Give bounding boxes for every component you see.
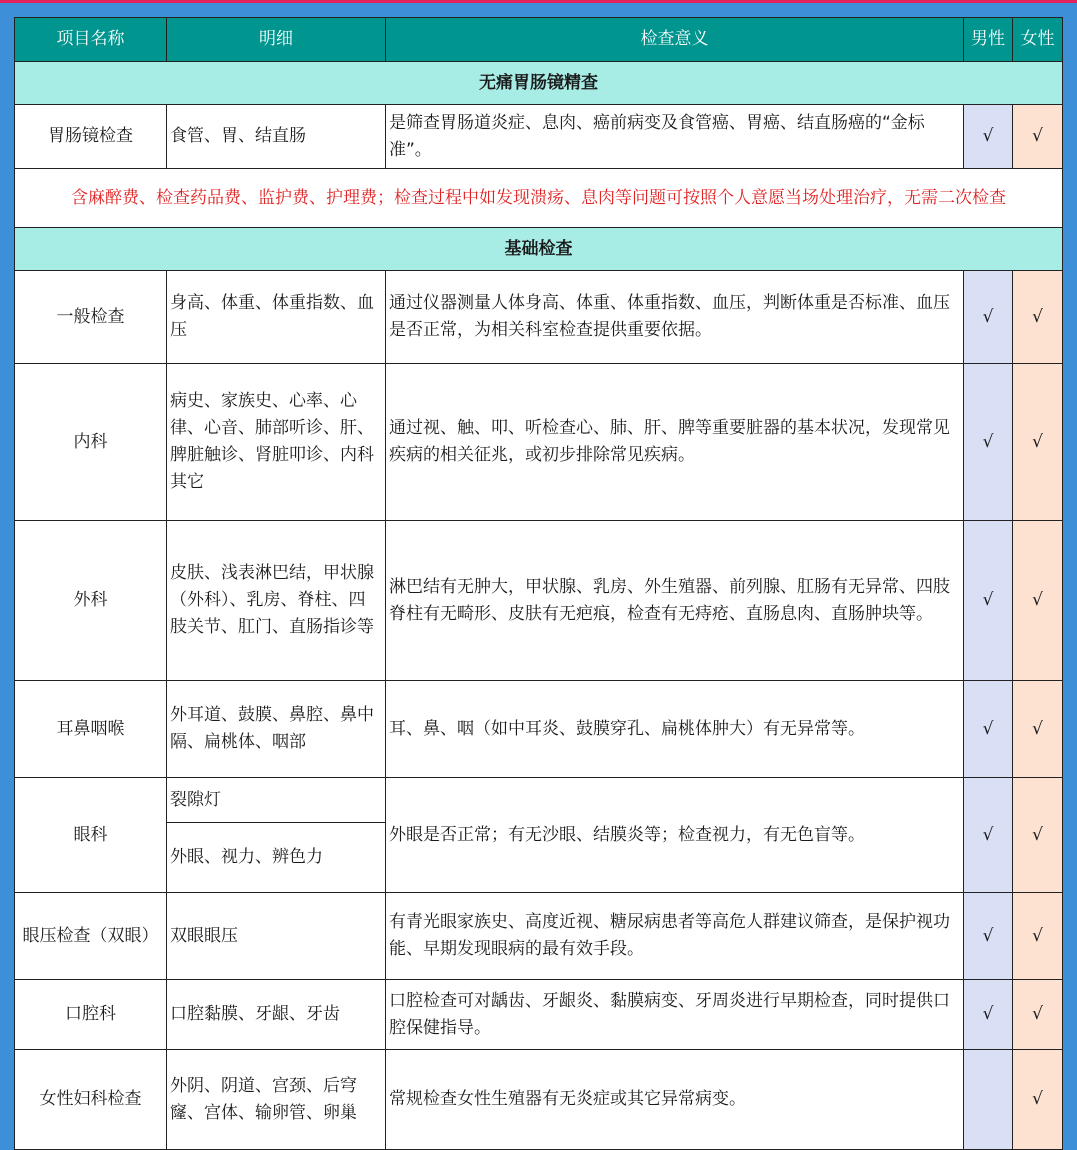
table-row xyxy=(15,893,1063,980)
section-title-basic: 基础检查 xyxy=(15,228,1063,271)
header-female: 女性 xyxy=(1013,18,1063,62)
item-detail: 皮肤、浅表淋巴结，甲状腺（外科）、乳房、脊柱、四肢关节、肛门、直肠指诊等 xyxy=(167,521,386,681)
item-name: 内科 xyxy=(15,364,167,521)
male-check: √ xyxy=(964,778,1013,893)
item-detail: 身高、体重、体重指数、血压 xyxy=(167,271,386,364)
item-meaning: 是筛查胃肠道炎症、息肉、癌前病变及食管癌、胃癌、结直肠癌的“金标准”。 xyxy=(386,105,964,169)
table-row xyxy=(15,271,1063,364)
item-name: 眼科 xyxy=(15,778,167,893)
table-header-row xyxy=(15,18,1063,62)
item-detail: 食管、胃、结直肠 xyxy=(167,105,386,169)
female-check: √ xyxy=(1013,364,1063,521)
item-name: 胃肠镜检查 xyxy=(15,105,167,169)
table-row xyxy=(15,778,1063,823)
section-row-gastro xyxy=(15,62,1063,105)
item-detail: 外眼、视力、辨色力 xyxy=(167,823,386,893)
header-name: 项目名称 xyxy=(15,18,167,62)
male-check: √ xyxy=(964,364,1013,521)
item-detail: 外阴、阴道、宫颈、后穹窿、宫体、输卵管、卵巢 xyxy=(167,1050,386,1150)
table-row xyxy=(15,980,1063,1050)
table-row xyxy=(15,521,1063,681)
female-check: √ xyxy=(1013,105,1063,169)
table-row xyxy=(15,1050,1063,1150)
male-check-empty xyxy=(964,1050,1013,1150)
note-row xyxy=(15,169,1063,228)
item-detail: 裂隙灯 xyxy=(167,778,386,823)
item-name: 口腔科 xyxy=(15,980,167,1050)
female-check: √ xyxy=(1013,681,1063,778)
item-name: 女性妇科检查 xyxy=(15,1050,167,1150)
item-name: 眼压检查（双眼） xyxy=(15,893,167,980)
item-meaning: 外眼是否正常；有无沙眼、结膜炎等；检查视力，有无色盲等。 xyxy=(386,778,964,893)
item-meaning: 淋巴结有无肿大，甲状腺、乳房、外生殖器、前列腺、肛肠有无异常、四肢脊柱有无畸形、皮肤有无疤痕，检查有无痔疮、直肠息肉、直肠肿块等。 xyxy=(386,521,964,681)
header-meaning: 检查意义 xyxy=(386,18,964,62)
item-detail: 口腔黏膜、牙龈、牙齿 xyxy=(167,980,386,1050)
table-row xyxy=(15,105,1063,169)
section-title-gastro: 无痛胃肠镜精查 xyxy=(15,62,1063,105)
female-check: √ xyxy=(1013,778,1063,893)
fee-note: 含麻醉费、检查药品费、监护费、护理费；检查过程中如发现溃疡、息肉等问题可按照个人意愿当场处理治疗，无需二次检查 xyxy=(15,169,1063,228)
header-detail: 明细 xyxy=(167,18,386,62)
item-meaning: 耳、鼻、咽（如中耳炎、鼓膜穿孔、扁桃体肿大）有无异常等。 xyxy=(386,681,964,778)
item-name: 一般检查 xyxy=(15,271,167,364)
female-check: √ xyxy=(1013,1050,1063,1150)
item-meaning: 口腔检查可对龋齿、牙龈炎、黏膜病变、牙周炎进行早期检查，同时提供口腔保健指导。 xyxy=(386,980,964,1050)
female-check: √ xyxy=(1013,893,1063,980)
item-meaning: 常规检查女性生殖器有无炎症或其它异常病变。 xyxy=(386,1050,964,1150)
item-detail: 病史、家族史、心率、心律、心音、肺部听诊、肝、脾脏触诊、肾脏叩诊、内科其它 xyxy=(167,364,386,521)
male-check: √ xyxy=(964,521,1013,681)
female-check: √ xyxy=(1013,521,1063,681)
item-detail: 外耳道、鼓膜、鼻腔、鼻中隔、扁桃体、咽部 xyxy=(167,681,386,778)
section-row-basic xyxy=(15,228,1063,271)
male-check: √ xyxy=(964,105,1013,169)
header-male: 男性 xyxy=(964,18,1013,62)
male-check: √ xyxy=(964,980,1013,1050)
item-name: 外科 xyxy=(15,521,167,681)
item-name: 耳鼻咽喉 xyxy=(15,681,167,778)
female-check: √ xyxy=(1013,271,1063,364)
item-detail: 双眼眼压 xyxy=(167,893,386,980)
item-meaning: 通过仪器测量人体身高、体重、体重指数、血压，判断体重是否标准、血压是否正常，为相关科室检查提供重要依据。 xyxy=(386,271,964,364)
male-check: √ xyxy=(964,681,1013,778)
male-check: √ xyxy=(964,271,1013,364)
female-check: √ xyxy=(1013,980,1063,1050)
top-accent-line xyxy=(0,0,1077,3)
checkup-table xyxy=(14,17,1063,1150)
table-row xyxy=(15,364,1063,521)
item-meaning: 有青光眼家族史、高度近视、糖尿病患者等高危人群建议筛查，是保护视功能、早期发现眼病的最有效手段。 xyxy=(386,893,964,980)
male-check: √ xyxy=(964,893,1013,980)
table-row xyxy=(15,681,1063,778)
item-meaning: 通过视、触、叩、听检查心、肺、肝、脾等重要脏器的基本状况，发现常见疾病的相关征兆，或初步排除常见疾病。 xyxy=(386,364,964,521)
